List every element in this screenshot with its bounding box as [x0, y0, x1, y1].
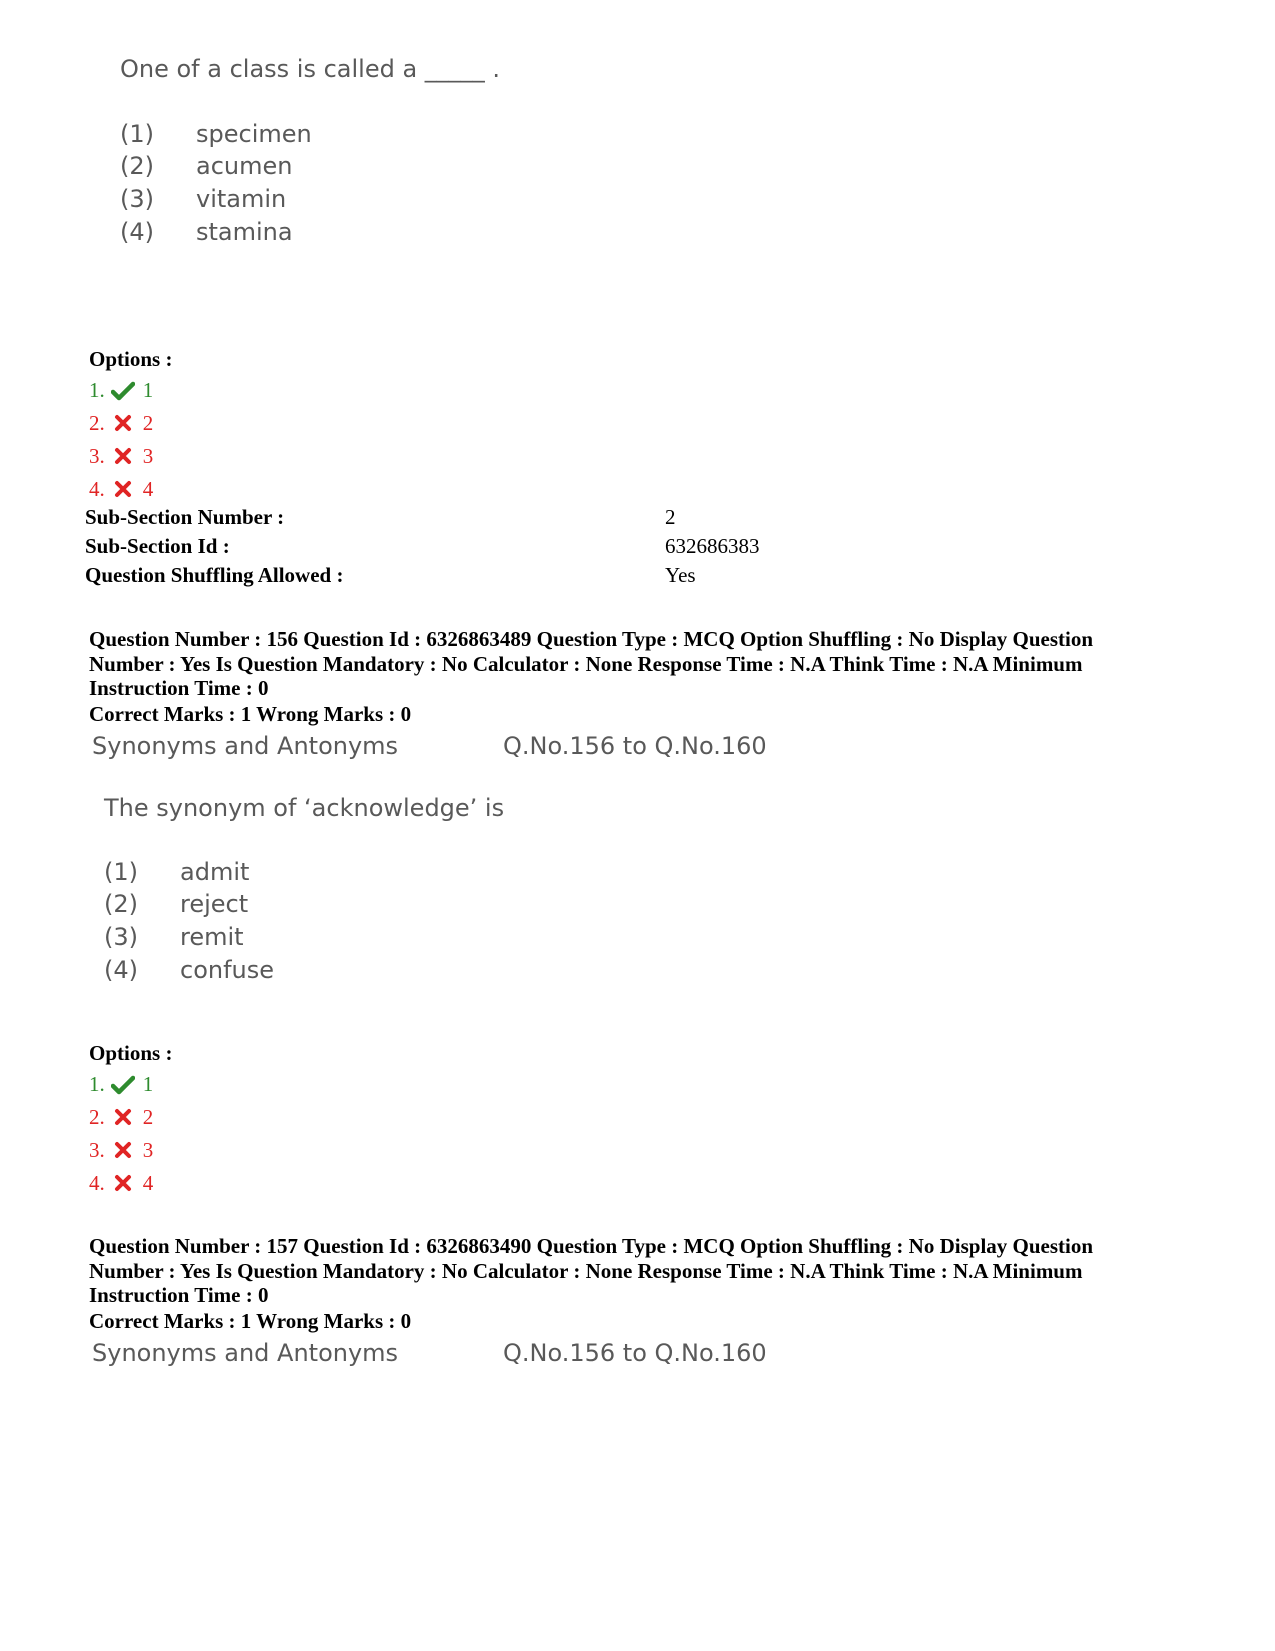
choice-number: (3) [120, 185, 154, 213]
answer-value: 2 [142, 1105, 154, 1129]
answer-prefix: 3. [89, 444, 105, 468]
choice-number: (3) [104, 923, 138, 951]
check-icon [111, 1075, 135, 1095]
section-range: Q.No.156 to Q.No.160 [503, 1339, 767, 1367]
cross-icon [111, 1108, 135, 1128]
question-stem: The synonym of ‘acknowledge’ is [104, 794, 505, 822]
answer-prefix: 1. [89, 1072, 105, 1096]
question-meta: Question Number : 157 Question Id : 6326863490 Question Type : MCQ Option Shuffling : No Display Question Number : Yes Is Question Mandatory : No Calculator : None Response Time : N.A Think Time : N.A Minimum Instruction Time : 0 [89, 1234, 1094, 1307]
choice-row [104, 956, 274, 984]
choice-text: vitamin [196, 185, 287, 213]
answer-value: 1 [142, 378, 154, 402]
section-range: Q.No.156 to Q.No.160 [503, 732, 767, 760]
question-meta: Question Number : 156 Question Id : 6326863489 Question Type : MCQ Option Shuffling : No Display Question Number : Yes Is Question Mandatory : No Calculator : None Response Time : N.A Think Time : N.A Minimum Instruction Time : 0 [89, 627, 1094, 700]
choice-text: confuse [180, 956, 275, 984]
cross-icon [111, 447, 135, 467]
cross-icon [111, 1174, 135, 1194]
answer-option [89, 473, 153, 506]
answer-value: 3 [142, 1138, 154, 1162]
cross-icon [111, 1141, 135, 1161]
answer-option [89, 1101, 153, 1134]
choice-number: (2) [120, 152, 154, 180]
choice-text: remit [180, 923, 244, 951]
answer-value: 4 [142, 1171, 154, 1195]
answer-option [89, 407, 153, 440]
answer-prefix: 1. [89, 378, 105, 402]
cross-icon [111, 414, 135, 434]
choice-row [120, 185, 286, 213]
answer-prefix: 3. [89, 1138, 105, 1162]
choice-row [104, 923, 244, 951]
cross-icon [111, 480, 135, 500]
choice-row [120, 120, 312, 148]
subsection-number-label: Sub-Section Number : [85, 505, 285, 529]
answer-list [89, 1068, 153, 1200]
shuffling-value: Yes [665, 563, 696, 587]
shuffling-label: Question Shuffling Allowed : [85, 563, 344, 587]
answer-value: 2 [142, 411, 154, 435]
answer-prefix: 4. [89, 1171, 105, 1195]
subsection-number-value: 2 [665, 505, 676, 529]
options-label: Options : [89, 347, 173, 371]
question-stem: One of a class is called a _____ . [120, 55, 501, 83]
section-title: Synonyms and Antonyms [92, 732, 399, 760]
check-icon [111, 381, 135, 401]
answer-option [89, 1134, 153, 1167]
choice-text: stamina [196, 218, 293, 246]
answer-list [89, 374, 153, 506]
choice-row [120, 218, 293, 246]
choice-number: (1) [104, 858, 138, 886]
answer-option [89, 1167, 153, 1200]
choice-number: (1) [120, 120, 154, 148]
subsection-id-label: Sub-Section Id : [85, 534, 230, 558]
choice-row [104, 890, 248, 918]
answer-prefix: 4. [89, 477, 105, 501]
choice-row [104, 858, 249, 886]
answer-value: 4 [142, 477, 154, 501]
question-marks: Correct Marks : 1 Wrong Marks : 0 [89, 702, 412, 726]
choice-number: (4) [104, 956, 138, 984]
choice-text: specimen [196, 120, 312, 148]
choice-number: (4) [120, 218, 154, 246]
options-label: Options : [89, 1041, 173, 1065]
answer-prefix: 2. [89, 411, 105, 435]
subsection-id-value: 632686383 [665, 534, 760, 558]
answer-option [89, 1068, 153, 1101]
question-marks: Correct Marks : 1 Wrong Marks : 0 [89, 1309, 412, 1333]
choice-number: (2) [104, 890, 138, 918]
answer-prefix: 2. [89, 1105, 105, 1129]
choice-text: acumen [196, 152, 293, 180]
choice-row [120, 152, 292, 180]
choice-text: admit [180, 858, 250, 886]
answer-value: 1 [142, 1072, 154, 1096]
answer-value: 3 [142, 444, 154, 468]
section-title: Synonyms and Antonyms [92, 1339, 399, 1367]
answer-option [89, 440, 153, 473]
answer-option [89, 374, 153, 407]
choice-text: reject [180, 890, 249, 918]
